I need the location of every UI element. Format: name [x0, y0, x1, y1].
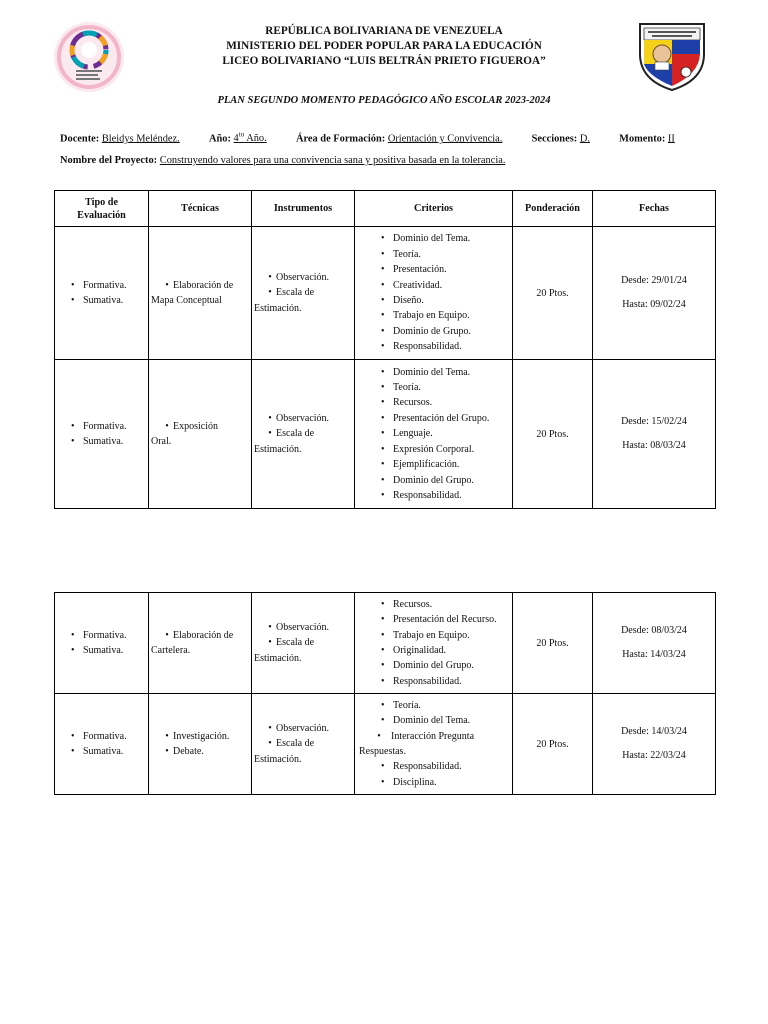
secciones-value: D. [579, 133, 590, 145]
header-tecnicas: Técnicas [149, 191, 252, 227]
list-item: • Presentación del Grupo. [393, 411, 512, 426]
list-item: • Formativa. [83, 628, 148, 643]
instrumento-text: Escala de [276, 637, 315, 649]
tecnica-text: Debate. [173, 746, 204, 757]
cell-ponderacion: 20 Ptos. [513, 593, 593, 694]
school-shield-logo [636, 18, 708, 92]
docente-value: Bleidys Meléndez. [101, 133, 180, 145]
docente-label: Docente: [60, 133, 100, 145]
header-instrumentos: Instrumentos [252, 191, 355, 227]
tecnica-text-cont: Mapa Conceptual [151, 295, 222, 306]
list-item: • Disciplina. [393, 775, 512, 790]
list-item: • Dominio del Tema. [393, 231, 512, 246]
instrumento-text: Observación. [276, 722, 330, 734]
cell-ponderacion: 20 Ptos. [513, 227, 593, 360]
list-item: • Dominio del Grupo. [393, 473, 512, 488]
header-line-republic: REPÚBLICA BOLIVARIANA DE VENEZUELA [265, 25, 503, 37]
list-item: • Presentación del Recurso. [393, 612, 512, 627]
list-item: • Dominio del Tema. [393, 713, 512, 728]
list-item: • Recursos. [393, 597, 512, 612]
evaluation-table-1 [54, 190, 716, 509]
list-item: • Sumativa. [83, 643, 148, 658]
list-item: • Ejemplificación. [393, 457, 512, 472]
fecha-desde: Desde: 15/02/24 [621, 416, 687, 427]
cell-instrumentos: • Observación. • Escala de Estimación. [252, 227, 355, 360]
list-item: • Responsabilidad. [393, 488, 512, 503]
fecha-hasta: Hasta: 14/03/24 [622, 649, 686, 660]
cell-fechas [593, 593, 716, 694]
cell-ponderacion: 20 Ptos. [513, 360, 593, 509]
instrumento-text-cont: Estimación. [254, 753, 302, 765]
list-item: • Creatividad. [393, 278, 512, 293]
plan-title: PLAN SEGUNDO MOMENTO PEDAGÓGICO AÑO ESCOLAR 2023-2024 [217, 95, 551, 106]
fecha-desde: Desde: 08/03/24 [621, 625, 687, 636]
tecnica-text: Investigación. [173, 730, 230, 742]
list-item: • Sumativa. [83, 744, 148, 759]
cell-instrumentos: • Observación. • Escala de Estimación. [252, 360, 355, 509]
secciones-label: Secciones: [531, 133, 578, 145]
area-value: Orientación y Convivencia. [387, 133, 503, 145]
tecnica-text: Elaboración de [173, 629, 234, 641]
tecnica-text-cont: Oral. [151, 436, 172, 447]
cell-tecnicas: • Investigación. • Debate. [149, 694, 252, 795]
header-ponderacion: Ponderación [513, 191, 593, 227]
cell-tecnicas: • Elaboración de Mapa Conceptual [149, 227, 252, 360]
list-item: • Teoría. [393, 247, 512, 262]
list-item: • Responsabilidad. [393, 339, 512, 354]
table-row [55, 360, 716, 509]
cell-tipo [55, 694, 149, 795]
list-item: • Lenguaje. [393, 426, 512, 441]
cell-ponderacion: 20 Ptos. [513, 694, 593, 795]
instrumento-text-cont: Estimación. [254, 443, 302, 455]
list-item: • Teoría. [393, 380, 512, 395]
cell-fechas [593, 227, 716, 360]
project-value: Construyendo valores para una convivencia sana y positiva basada en la tolerancia. [159, 155, 506, 166]
ano-label: Año: [208, 133, 231, 145]
area-label: Área de Formación: [295, 133, 386, 145]
list-item: • Originalidad. [393, 643, 512, 658]
instrumento-text: Escala de [276, 738, 315, 750]
list-item: • Recursos. [393, 395, 512, 410]
criterio-text: Interacción Pregunta [391, 730, 475, 742]
cell-tecnicas: • Exposición Oral. [149, 360, 252, 509]
list-item: • Formativa. [83, 278, 148, 293]
institution-header [150, 24, 618, 69]
header-criterios: Criterios [355, 191, 513, 227]
instrumento-text: Escala de [276, 428, 315, 440]
instrumento-text: Observación. [276, 271, 330, 283]
evaluation-table-2 [54, 592, 716, 795]
cell-fechas [593, 360, 716, 509]
list-item: • Teoría. [393, 698, 512, 713]
tecnica-text: Elaboración de [173, 279, 234, 291]
fecha-hasta: Hasta: 22/03/24 [622, 750, 686, 761]
instrumento-text: Observación. [276, 412, 330, 424]
cell-tipo [55, 227, 149, 360]
momento-label: Momento: [619, 133, 666, 145]
list-item: • Dominio del Tema. [393, 365, 512, 380]
list-item: • Presentación. [393, 262, 512, 277]
instrumento-text: Escala de [276, 287, 315, 299]
header-tipo: Tipo de Evaluación [55, 191, 149, 227]
criterio-text-cont: Respuestas. [359, 746, 406, 757]
list-item: • Dominio de Grupo. [393, 324, 512, 339]
tecnica-text-cont: Cartelera. [151, 645, 191, 656]
cell-instrumentos: • Observación. • Escala de Estimación. [252, 694, 355, 795]
instrumento-text-cont: Estimación. [254, 652, 302, 664]
cell-criterios [355, 227, 513, 360]
list-item: • Dominio del Grupo. [393, 658, 512, 673]
info-line [60, 131, 675, 144]
table-row [55, 694, 716, 795]
list-item: • Sumativa. [83, 293, 148, 308]
header-line-ministry: MINISTERIO DEL PODER POPULAR PARA LA EDUCACIÓN [226, 40, 542, 52]
ano-value: $4^{to}$ Año. [233, 131, 267, 145]
tecnica-text: Exposición [173, 420, 218, 432]
ministry-logo [52, 20, 126, 94]
cell-criterios [355, 360, 513, 509]
list-item: • Trabajo en Equipo. [393, 308, 512, 323]
table-row [55, 593, 716, 694]
instrumento-text-cont: Estimación. [254, 302, 302, 314]
header-line-school: LICEO BOLIVARIANO “LUIS BELTRÁN PRIETO FIGUEROA” [222, 55, 546, 67]
fecha-desde: Desde: 14/03/24 [621, 726, 687, 737]
list-item: • Formativa. [83, 729, 148, 744]
cell-tecnicas: • Elaboración de Cartelera. [149, 593, 252, 694]
table-header-row [55, 191, 716, 227]
fecha-hasta: Hasta: 09/02/24 [622, 299, 686, 310]
cell-fechas [593, 694, 716, 795]
cell-criterios [355, 593, 513, 694]
fecha-desde: Desde: 29/01/24 [621, 275, 687, 286]
fecha-hasta: Hasta: 08/03/24 [622, 440, 686, 451]
project-line [60, 155, 505, 166]
list-item: • Responsabilidad. [393, 759, 512, 774]
cell-tipo [55, 593, 149, 694]
list-item: • Trabajo en Equipo. [393, 628, 512, 643]
cell-tipo [55, 360, 149, 509]
project-label: Nombre del Proyecto: [60, 155, 158, 166]
list-item: • Responsabilidad. [393, 674, 512, 689]
list-item: • Expresión Corporal. [393, 442, 512, 457]
list-item: • Diseño. [393, 293, 512, 308]
momento-value: II [667, 133, 675, 145]
cell-criterios: • Teoría. • Dominio del Tema. • Interacción Pregunta Respuestas. • Responsabilidad. • Disciplina. [355, 694, 513, 795]
instrumento-text: Observación. [276, 621, 330, 633]
list-item: • Sumativa. [83, 434, 148, 449]
cell-instrumentos: • Observación. • Escala de Estimación. [252, 593, 355, 694]
table-row [55, 227, 716, 360]
list-item: • Formativa. [83, 419, 148, 434]
header-fechas: Fechas [593, 191, 716, 227]
